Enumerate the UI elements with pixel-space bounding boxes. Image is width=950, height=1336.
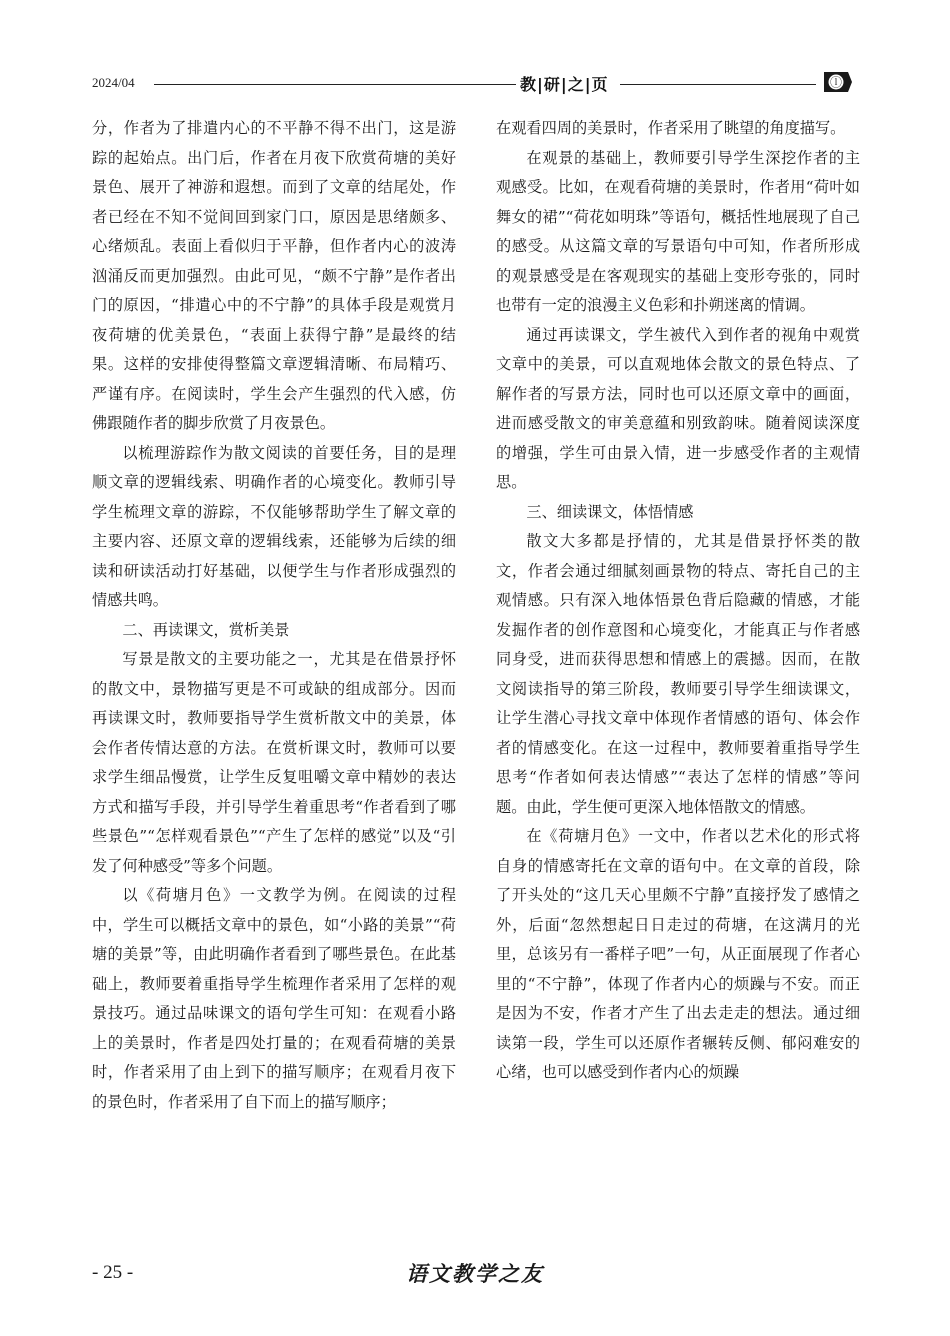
paragraph: 在观景的基础上，教师要引导学生深挖作者的主观感受。比如，在观看荷塘的美景时，作者用“荷叶如舞女的裙”“荷花如明珠”等语句，概括性地展现了自己的感受。从这篇文章的写景语句中可知，作者所形成的观景感受是在客观现实的基础上变形夸张的，同时也带有一定的浪漫主义色彩和扑朔迷离的情调。 — [496, 148, 860, 314]
paragraph: 以《荷塘月色》一文教学为例。在阅读的过程中，学生可以概括文章中的景色，如“小路的美景”“荷塘的美景”等，由此明确作者看到了哪些景色。在此基础上，教师要着重指导学生梳理作者采用了怎样的观景技巧。通过品味课文的语句学生可知：在观看小路上的美景时，作者是四处打量的；在观看荷塘的美景时，作者采用了由上到下的描写顺序；在观看月夜下的景色时，作者采用了自下而上的描写顺序； — [92, 886, 456, 1111]
header-rule-left — [154, 84, 516, 85]
header-rule-right — [620, 84, 816, 85]
paragraph: 写景是散文的主要功能之一，尤其是在借景抒怀的散文中，景物描写更是不可或缺的组成部分。因而再读课文时，教师要指导学生赏析散文中的美景，体会作者传情达意的方法。在赏析课文时，教师可以要求学生细品慢赏，让学生反复咀嚼文章中精妙的表达方式和描写手段，并引导学生着重思考“作者看到了哪些景色”“怎样观看景色”“产生了怎样的感觉”以及“引发了何种感受”等多个问题。 — [92, 650, 456, 875]
paragraph: 分，作者为了排遣内心的不平静不得不出门，这是游踪的起始点。出门后，作者在月夜下欣赏荷塘的美好景色、展开了神游和遐想。而到了文章的结尾处，作者已经在不知不觉间回到家门口，原因是思绪颇多、心绪烦乱。表面上看似归于平静，但作者内心的波涛汹涌反而更加强烈。由此可见，“颇不宁静”是作者出门的原因，“排遣心中的不宁静”的具体手段是观赏月夜荷塘的优美景色，“表面上获得宁静”是最终的结果。这样的安排使得整篇文章逻辑清晰、布局精巧、严谨有序。在阅读时，学生会产生强烈的代入感，仿佛跟随作者的脚步欣赏了月夜景色。 — [92, 119, 456, 432]
section-heading: 三、细读课文，体悟情感 — [526, 502, 694, 521]
badge-glyph: ⓛ — [829, 75, 843, 90]
paragraph: 通过再读课文，学生被代入到作者的视角中观赏文章中的美景，可以直观地体会散文的景色特点、了解作者的写景方法，同时也可以还原文章中的画面，进而感受散文的审美意蕴和别致韵味。随着阅读深度的增强，学生可由景入情，进一步感受作者的主观情思。 — [496, 325, 860, 491]
page-badge-icon — [822, 70, 852, 94]
paragraph: 散文大多都是抒情的，尤其是借景抒怀类的散文，作者会通过细腻刻画景物的特点、寄托自己的主观情感。只有深入地体悟景色背后隐藏的情感，才能发掘作者的创作意图和心境变化，才能真正与作者感同身受，进而获得思想和情感上的震撼。因而，在散文阅读指导的第三阶段，教师要引导学生细读课文，让学生潜心寻找文章中体现作者情感的语句、体会作者的情感变化。在这一过程中，教师要着重指导学生思考“作者如何表达情感”“表达了怎样的情感”等问题。由此，学生便可更深入地体悟散文的情感。 — [496, 532, 860, 816]
right-column — [496, 114, 860, 1088]
paragraph: 在《荷塘月色》一文中，作者以艺术化的形式将自身的情感寄托在文章的语句中。在文章的首段，除了开头处的“这几天心里颇不宁静”直接抒发了感情之外，后面“忽然想起日日走过的荷塘，在这满月的光里，总该另有一番样子吧”一句，从正面展现了作者心里的“不宁静”，体现了作者内心的烦躁与不安。而正是因为不安，作者才产生了出去走走的想法。通过细读第一段，学生可以还原作者辗转反侧、郁闷难安的心绪，也可以感受到作者内心的烦躁 — [496, 827, 860, 1081]
page-footer — [92, 1256, 858, 1290]
section-heading: 二、再读课文，赏析美景 — [122, 620, 290, 639]
section-title: 教|研|之|页 — [520, 75, 609, 94]
paragraph: 以梳理游踪作为散文阅读的首要任务，目的是理顺文章的逻辑线索、明确作者的心境变化。教师引导学生梳理文章的游踪，不仅能够帮助学生了解文章的主要内容、还原文章的逻辑线索，还能够为后续的细读和研读活动打好基础，以便学生与作者形成强烈的情感共鸣。 — [92, 443, 456, 609]
left-column — [92, 114, 456, 1117]
running-header — [92, 70, 858, 96]
journal-name: 语文教学之友 — [406, 1261, 544, 1286]
issue-date: 2024/04 — [92, 75, 135, 90]
page-number: - 25 - — [92, 1262, 134, 1283]
paragraph: 在观看四周的美景时，作者采用了眺望的角度描写。 — [496, 119, 846, 137]
